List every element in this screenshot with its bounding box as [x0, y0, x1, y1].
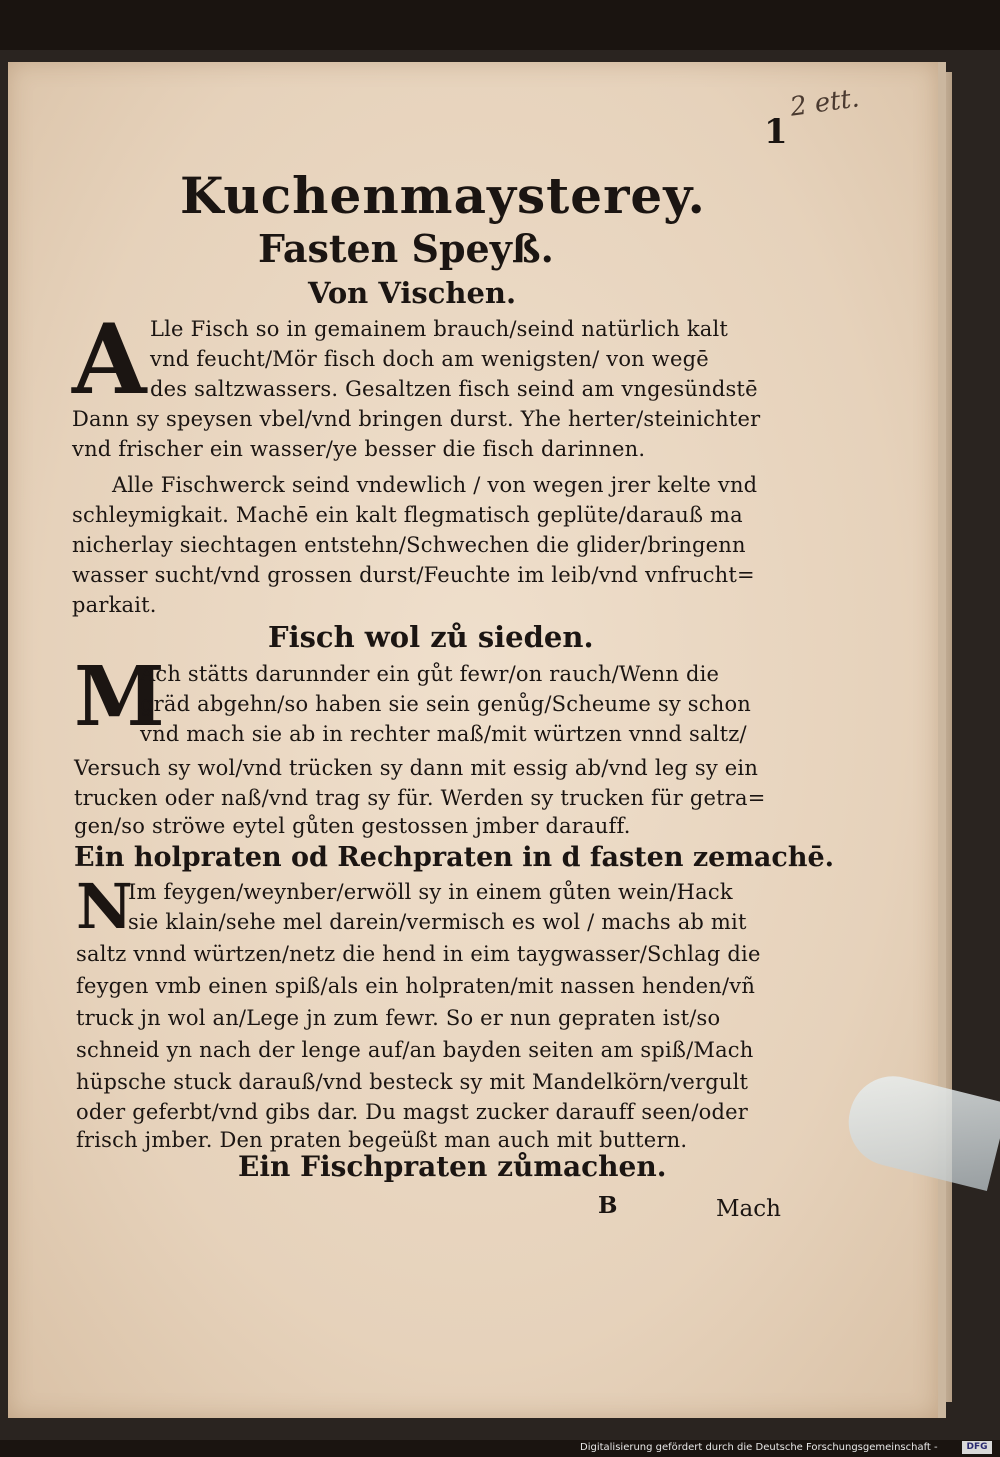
page-number: 1	[764, 112, 788, 152]
text-line: truck jn wol an/Lege jn zum fewr. So er nun gepraten ist/so	[76, 1006, 721, 1030]
text-line: wasser sucht/vnd grossen durst/Feuchte im leib/vnd vnfrucht=	[72, 563, 755, 587]
page-title: Kuchenmaysterey.	[180, 166, 706, 225]
text-line: vnd feucht/Mör fisch doch am wenigsten/ von wegē	[150, 347, 709, 371]
section-heading-holpraten: Ein holpraten od Rechpraten in d fasten zemachē.	[74, 842, 835, 873]
text-line: saltz vnnd würtzen/netz die hend in eim taygwasser/Schlag die	[76, 942, 761, 966]
text-line: feygen vmb einen spiß/als ein holpraten/mit nassen henden/vñ	[76, 974, 756, 998]
decorated-initial-a: A	[72, 303, 147, 416]
text-line: trucken oder naß/vnd trag sy für. Werden sy trucken für getra=	[74, 786, 766, 810]
text-line: parkait.	[72, 593, 157, 617]
text-line: Ach stätts darunnder ein gůt fewr/on rauch/Wenn die	[140, 662, 720, 686]
text-line: schneid yn nach der lenge auf/an bayden seiten am spiß/Mach	[76, 1038, 754, 1062]
text-line: vnd mach sie ab in rechter maß/mit würtzen vnnd saltz/	[140, 722, 747, 746]
text-line: Dann sy speysen vbel/vnd bringen durst. Yhe herter/steinichter	[72, 407, 761, 431]
handwritten-annotation: 2 ett.	[788, 83, 862, 123]
text-line: gräd abgehn/so haben sie sein genůg/Scheume sy schon	[140, 692, 752, 716]
decorated-initial-n: N	[76, 870, 133, 943]
text-line: Versuch sy wol/vnd trücken sy dann mit essig ab/vnd leg sy ein	[74, 756, 759, 780]
text-line: frisch jmber. Den praten begeüßt man auch mit buttern.	[76, 1128, 688, 1152]
text-line: nicherlay siechtagen entstehn/Schwechen die glider/bringenn	[72, 533, 746, 557]
text-line: sie klain/sehe mel darein/vermisch es wol / machs ab mit	[128, 910, 747, 934]
dfg-logo: DFG	[962, 1441, 992, 1454]
footer-credit: Digitalisierung gefördert durch die Deutsche Forschungsgemeinschaft -	[580, 1442, 938, 1453]
text-line: hüpsche stuck darauß/vnd besteck sy mit Mandelkörn/vergult	[76, 1070, 749, 1094]
text-line: gen/so ströwe eytel gůten gestossen jmber darauff.	[74, 814, 631, 838]
catchword: Mach	[716, 1196, 781, 1222]
section-heading-fisch-sieden: Fisch wol zů sieden.	[268, 620, 594, 654]
page-subtitle: Fasten Speyß.	[258, 226, 554, 271]
signature-mark: B	[598, 1192, 618, 1219]
text-line: schleymigkait. Machē ein kalt flegmatisch geplüte/darauß ma	[72, 503, 743, 527]
text-line: vnd frischer ein wasser/ye besser die fisch darinnen.	[72, 437, 646, 461]
section-heading-vischen: Von Vischen.	[308, 276, 517, 310]
text-line: des saltzwassers. Gesaltzen fisch seind am vngesündstē	[150, 377, 758, 401]
text-line: Alle Fischwerck seind vndewlich / von wegen jrer kelte vnd	[112, 473, 758, 497]
decorated-initial-m: M	[74, 649, 165, 745]
text-line: Lle Fisch so in gemainem brauch/seind natürlich kalt	[150, 317, 729, 341]
text-line: Im feygen/weynber/erwöll sy in einem gůten wein/Hack	[128, 880, 733, 904]
text-line: oder geferbt/vnd gibs dar. Du magst zucker darauff seen/oder	[76, 1100, 748, 1124]
section-heading-fischpraten: Ein Fischpraten zůmachen.	[238, 1150, 667, 1183]
